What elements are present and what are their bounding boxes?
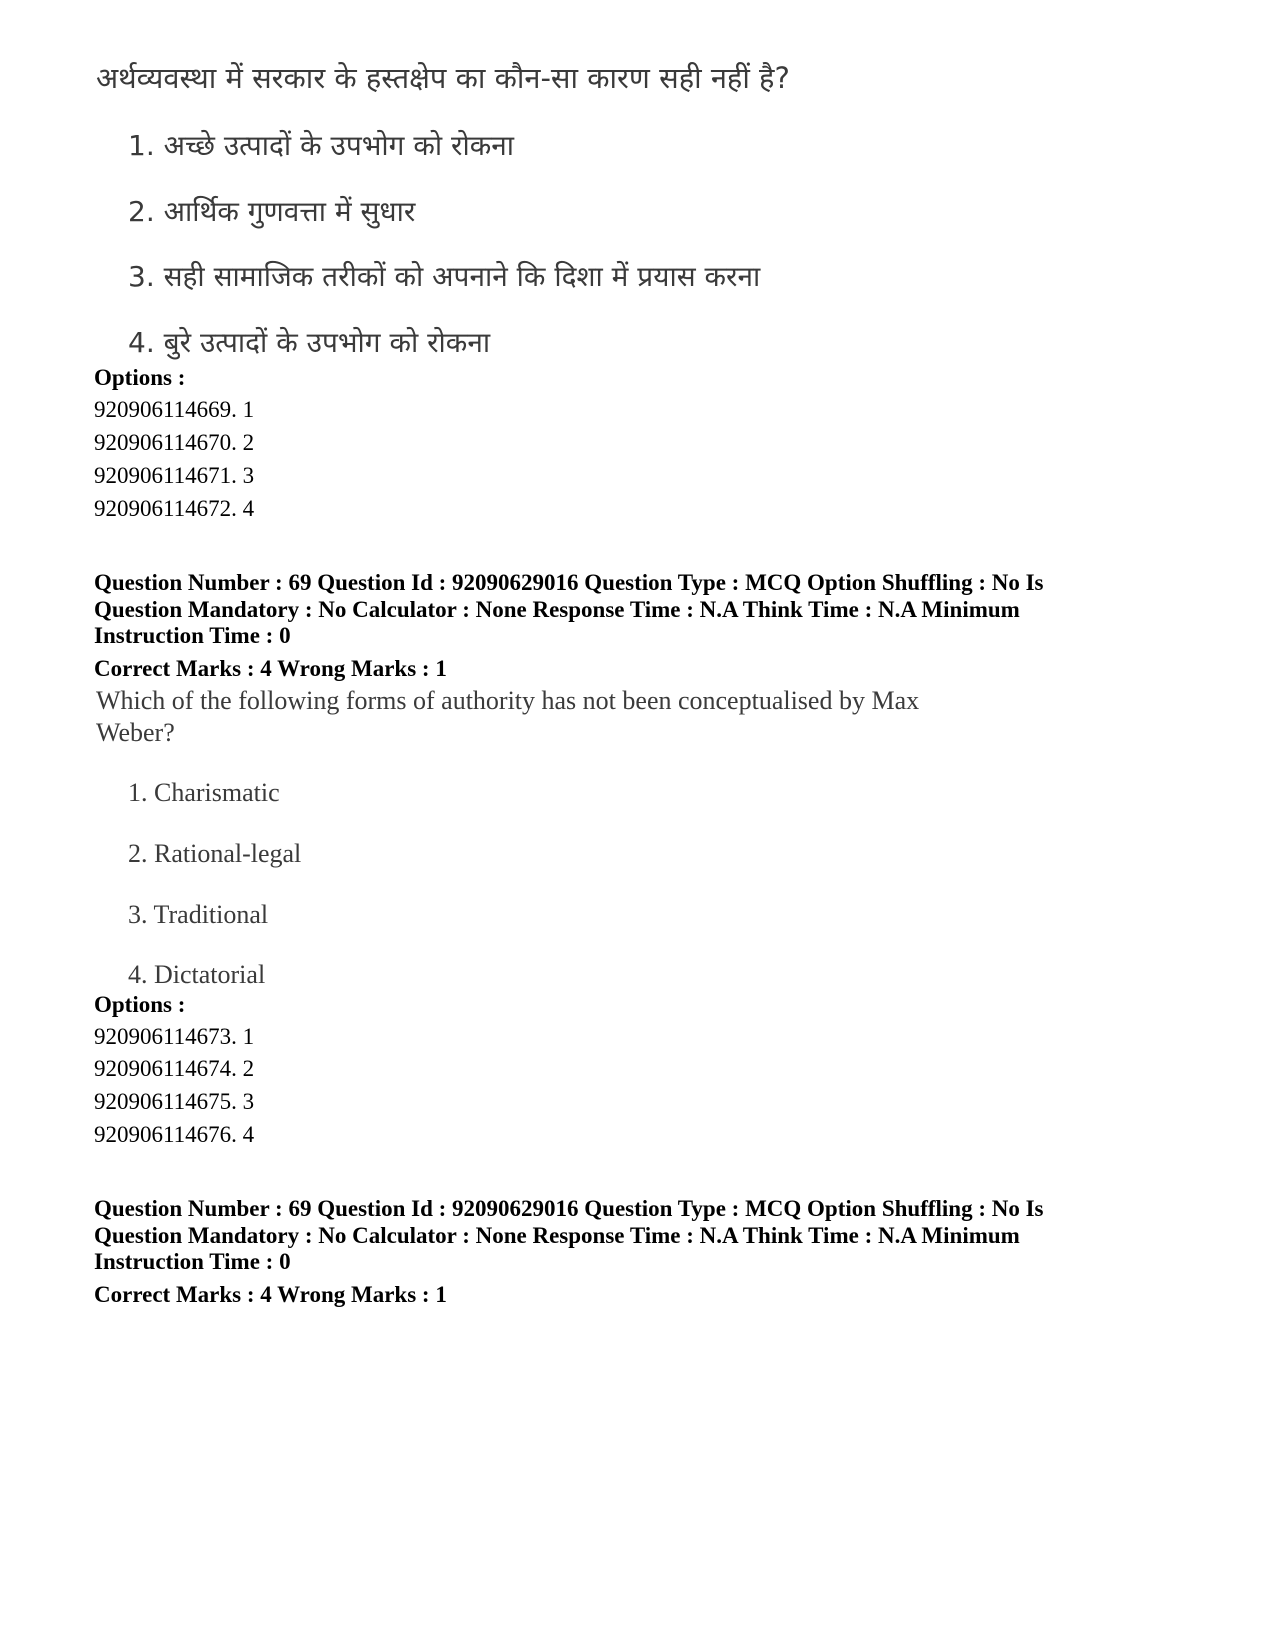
option-id-line: 920906114670. 2 <box>94 430 255 455</box>
question-text-line1: Which of the following forms of authority has not been conceptualised by Max <box>96 686 920 715</box>
choice-hindi-4: 4. बुरे उत्पादों के उपभोग को रोकना <box>128 326 491 359</box>
question-meta: Question Number : 69 Question Id : 92090629016 Question Type : MCQ Option Shuffling : No Is Question Mandatory : No Calculator : None Response Time : N.A Think Time : N.A Minimum Instruction Time : 0 <box>94 570 1044 648</box>
choice-hindi-3: 3. सही सामाजिक तरीकों को अपनाने कि दिशा में प्रयास करना <box>128 260 761 293</box>
question-text-line2: Weber? <box>96 718 175 747</box>
option-id-line: 920906114669. 1 <box>94 397 255 422</box>
option-id-line: 920906114673. 1 <box>94 1024 255 1049</box>
option-id-line: 920906114674. 2 <box>94 1056 255 1081</box>
choice-hindi-2: 2. आर्थिक गुणवत्ता में सुधार <box>128 195 416 228</box>
option-id-line: 920906114672. 4 <box>94 496 255 521</box>
choice-english-1: 1. Charismatic <box>128 778 280 807</box>
question-meta: Question Number : 69 Question Id : 92090629016 Question Type : MCQ Option Shuffling : No Is Question Mandatory : No Calculator : None Response Time : N.A Think Time : N.A Minimum Instruction Time : 0 <box>94 1196 1044 1274</box>
choice-english-4: 4. Dictatorial <box>128 960 266 989</box>
option-id-line: 920906114675. 3 <box>94 1089 255 1114</box>
choice-english-3: 3. Traditional <box>128 900 269 929</box>
option-id-line: 920906114676. 4 <box>94 1122 255 1147</box>
marks-line: Correct Marks : 4 Wrong Marks : 1 <box>94 1282 447 1307</box>
choice-hindi-1: 1. अच्छे उत्पादों के उपभोग को रोकना <box>128 129 514 162</box>
options-label: Options : <box>94 992 186 1017</box>
marks-line: Correct Marks : 4 Wrong Marks : 1 <box>94 656 447 681</box>
question-text-hindi: अर्थव्यवस्था में सरकार के हस्तक्षेप का कौन-सा कारण सही नहीं है? <box>96 61 790 95</box>
options-label: Options : <box>94 365 186 390</box>
choice-english-2: 2. Rational-legal <box>128 839 302 868</box>
option-id-line: 920906114671. 3 <box>94 463 255 488</box>
